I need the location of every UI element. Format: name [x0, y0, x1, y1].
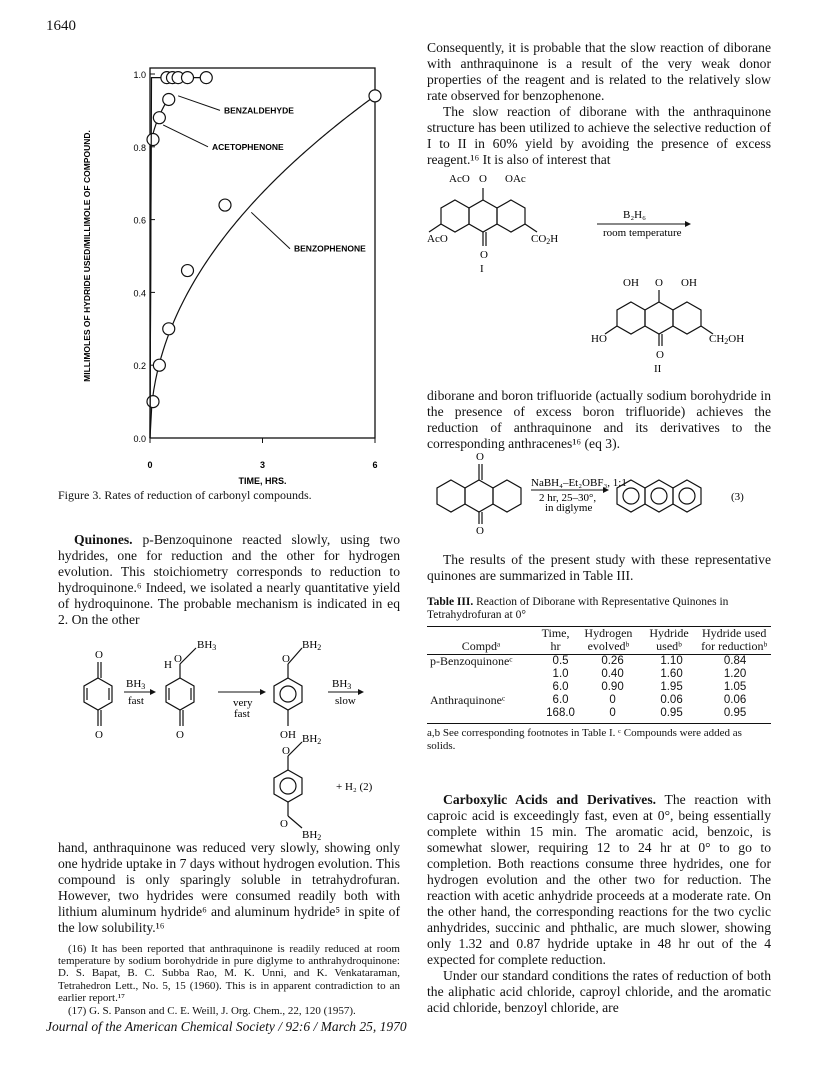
- anthraquinone-paragraph: [58, 840, 400, 936]
- compound-ii-label: II: [654, 363, 662, 375]
- cell-value: 0.26: [601, 655, 624, 667]
- svg-text:O: O: [280, 818, 288, 830]
- para-consequently: Consequently, it is probable that the slow reaction of diborane with anthraquinone is a result of the very weak donor properties of the reagent and is related to the relatively slow rate observed for benzophenone.: [427, 40, 771, 103]
- table-row: [427, 655, 771, 668]
- cell-value: 168.0: [546, 707, 575, 719]
- para-slow-reaction: The slow reaction of diborane with the anthraquinone structure has been utilized to achieve the selective reduction of I to II in 60% yield by avoiding the presence of excess reagent.¹⁶ It is also of interest that: [427, 104, 771, 167]
- cell-value: 0.95: [723, 707, 747, 719]
- footnote-17: (17) G. S. Panson and C. E. Weill, J. Org. Chem., 22, 120 (1957).: [68, 1005, 356, 1018]
- table-iii-title: [427, 596, 771, 622]
- svg-text:O: O: [480, 249, 488, 261]
- equation-2-scheme: [58, 630, 403, 840]
- leader-line: [178, 96, 220, 111]
- svg-text:O: O: [95, 649, 103, 661]
- svg-text:fast: fast: [234, 708, 250, 720]
- leader-line: [163, 125, 208, 147]
- y-tick-label: 0.2: [133, 361, 146, 372]
- svg-text:BH3: BH3: [197, 639, 217, 652]
- svg-text:O: O: [479, 173, 487, 185]
- y-tick-label: 1.0: [133, 70, 146, 80]
- cell-value: 1.10: [660, 655, 683, 667]
- cell-value: 1.20: [723, 668, 747, 680]
- svg-text:O: O: [174, 653, 182, 665]
- benzophenone-point: [153, 359, 165, 371]
- benzophenone-point: [219, 199, 231, 211]
- svg-text:HO: HO: [591, 333, 607, 345]
- bh3-label-1: BH3: [126, 678, 146, 691]
- x-tick-label: 0: [147, 460, 153, 470]
- eq3-reagent: NaBH₄–Et₂OBF₃, 1:1: [531, 477, 627, 489]
- svg-text:CO2H: CO2H: [531, 233, 559, 246]
- header-hydride-used: Hydride usedᵇ: [649, 626, 689, 653]
- series-label: BENZOPHENONE: [294, 243, 366, 254]
- series-label: BENZALDEHYDE: [224, 105, 294, 116]
- eq3-cond1: 2 hr, 25–30°,: [539, 492, 597, 504]
- table-title-text: Reaction of Diborane with Representative Quinones in Tetrahydrofuran at 0°: [427, 596, 729, 621]
- page-number: 1640: [46, 18, 76, 34]
- svg-text:BH2: BH2: [302, 829, 322, 840]
- cell-value: 0.95: [660, 707, 683, 719]
- carbox-text: The reaction with caproic acid is exceedingly fast, even at 0°, being essentially complete within 15 min. The aromatic acid, benzoic, is somewhat slower, requiring 12 to 24 hr at 0° to go to completion. Both reactions consume three hydrides, one for hydrogen evolution and the other two for reduction. The reaction with acetic anhydride proceeds at a moderate rate. On the other hand, the corresponding reactions for the two cyclic anhydrides, succinic and phthalic, are much slower, showing only 1.32 and 0.87 hydride uptake in 48 hr out of the 4 expected for complete reduction.: [427, 792, 772, 967]
- cell-compound: Anthraquinoneᶜ: [430, 693, 506, 707]
- series-label: ACETOPHENONE: [212, 141, 284, 152]
- cell-compound: [427, 668, 540, 681]
- y-tick-label: 0.0: [133, 434, 146, 444]
- svg-text:OH: OH: [681, 277, 697, 289]
- cell-value: 6.0: [552, 681, 569, 693]
- rate-chart: [70, 40, 400, 490]
- benzaldehyde-point: [200, 72, 212, 84]
- svg-text:O: O: [95, 729, 103, 741]
- right-col-results: [427, 552, 771, 584]
- para-standard-conditions: Under our standard conditions the rates of reduction of both the aliphatic acid chloride, caproyl chloride, and the aromatic acid chloride, benzoyl chloride, are: [427, 968, 771, 1015]
- svg-text:AcO: AcO: [427, 233, 448, 245]
- right-col-bottom: [427, 792, 771, 1016]
- cell-value: 0.06: [723, 694, 747, 706]
- table-iii: [427, 626, 771, 753]
- cell-value: 1.95: [660, 681, 683, 693]
- table-iii-body: [427, 627, 771, 653]
- figure-3: [70, 40, 400, 490]
- cell-value: 1.0: [552, 668, 569, 680]
- svg-text:BH2: BH2: [302, 639, 322, 652]
- table-row: [427, 694, 771, 707]
- cell-compound: [427, 707, 540, 720]
- x-tick-label: 3: [259, 460, 266, 470]
- cell-value: 0.84: [723, 655, 747, 667]
- quinones-paragraph: [58, 532, 400, 628]
- journal-footer: Journal of the American Chemical Society / 92:6 / March 25, 1970: [46, 1019, 407, 1034]
- svg-text:BH2: BH2: [302, 733, 322, 746]
- benzoquinone-structure: [84, 662, 112, 726]
- table-title-label: Table III.: [427, 596, 474, 608]
- y-axis-label: MILLIMOLES OF HYDRIDE USED/MILLIMOLE OF COMPOUND.: [82, 130, 92, 382]
- svg-text:O: O: [176, 729, 184, 741]
- x-axis-label: TIME, HRS.: [238, 476, 287, 486]
- cell-value: 0: [609, 707, 616, 719]
- right-col-top: [427, 40, 771, 168]
- svg-text:O: O: [282, 745, 290, 757]
- compound-i-label: I: [480, 263, 484, 275]
- cell-value: 0.90: [601, 681, 624, 693]
- table-row: [427, 707, 771, 720]
- para-results: The results of the present study with these representative quinones are summarized in Table III.: [427, 552, 771, 583]
- table-footnote: a,b See corresponding footnotes in Table I. ᶜ Compounds were added as solids.: [427, 727, 742, 752]
- svg-text:O: O: [655, 277, 663, 289]
- cell-compound: p-Benzoquinoneᶜ: [430, 654, 513, 668]
- cell-value: 0.40: [601, 668, 624, 680]
- plus-h2-label: + H₂ (2): [336, 781, 373, 793]
- cell-value: 0.06: [660, 694, 683, 706]
- para2-text: hand, anthraquinone was reduced very slowly, showing only one hydride uptake in 7 days without hydrogen evolution. This compound is only sparingly soluble in tetrahydrofuran. However, two hydrides were consumed readily both with lithium aluminum hydride⁶ and aluminum hydride⁵ in spite of the low solubility.¹⁶: [58, 840, 400, 935]
- condition-room-temp: room temperature: [603, 227, 682, 239]
- acetophenone-point: [153, 112, 165, 124]
- benzaldehyde-curve: [150, 78, 206, 438]
- benzophenone-point: [369, 90, 381, 102]
- reagent-b2h6: B₂H₆: [623, 209, 646, 221]
- cell-value: 0: [609, 694, 616, 706]
- svg-text:OAc: OAc: [505, 173, 526, 185]
- table-data: [427, 655, 771, 720]
- eq3-cond2: in diglyme: [545, 502, 593, 514]
- svg-text:O: O: [476, 451, 484, 463]
- acetophenone-point: [163, 93, 175, 105]
- fast-label: fast: [128, 695, 144, 707]
- section-heading-quinones: Quinones.: [74, 532, 133, 547]
- benzophenone-point: [163, 323, 175, 335]
- table-row: [427, 668, 771, 681]
- footnotes: [58, 943, 400, 1017]
- benzophenone-point: [182, 265, 194, 277]
- scheme-i-to-ii: [427, 170, 771, 380]
- acetophenone-point: [147, 134, 159, 146]
- cell-value: 1.60: [660, 668, 683, 680]
- svg-text:OH: OH: [280, 729, 296, 741]
- footnote-16: (16) It has been reported that anthraquinone is readily reduced at room temperature by sodium borohydride in pure diglyme to anthrahydroquinone: D. S. Bapat, B. C. Subba Rao, M. K. Unni, and K. Venkataraman, Tetrahedron Lett., No. 5, 15 (1960). This is in apparent contradiction to an earlier report.¹⁷: [58, 943, 400, 1004]
- y-tick-label: 0.6: [133, 215, 146, 226]
- svg-text:very: very: [233, 697, 253, 709]
- header-compd: Compdᵃ: [461, 639, 501, 653]
- svg-text:CH2OH: CH2OH: [709, 333, 745, 346]
- x-tick-label: 6: [372, 460, 378, 470]
- svg-text:O: O: [282, 653, 290, 665]
- header-time: Time, hr: [541, 626, 570, 653]
- section-heading-carboxylic: Carboxylic Acids and Derivatives.: [443, 792, 657, 807]
- bh3-label-2: BH3: [332, 678, 352, 691]
- header-h2: Hydrogen evolvedᵇ: [584, 626, 633, 653]
- quinones-text: p-Benzoquinone reacted slowly, using two hydrides, one for reduction and the other for hydrogen evolution. This stoichiometry corresponds to reduction to hydroquinone.⁶ Indeed, we isolated a nearly quantitative yield of hydroquinone. The probable mechanism is indicated in eq 2. On the other: [58, 532, 400, 627]
- svg-text:AcO: AcO: [449, 173, 470, 185]
- right-col-mid: [427, 388, 771, 452]
- svg-text:O: O: [656, 349, 664, 361]
- benzophenone-point: [147, 396, 159, 408]
- slow-label: slow: [335, 695, 356, 707]
- svg-text:H: H: [164, 659, 172, 671]
- leader-line: [251, 212, 290, 248]
- cell-value: 1.05: [723, 681, 747, 693]
- y-tick-label: 0.4: [133, 288, 146, 299]
- equation-3: [427, 450, 771, 535]
- eq3-number: (3): [731, 491, 744, 503]
- svg-text:O: O: [476, 525, 484, 535]
- para-diborane-bf3: diborane and boron trifluoride (actually sodium borohydride in the presence of excess boron trifluoride) achieves the reduction of anthraquinone and its derivatives to the corresponding anthracenes¹⁶ (eq 3).: [427, 388, 771, 451]
- y-tick-label: 0.8: [133, 142, 146, 153]
- table-header-row: [427, 627, 771, 653]
- figure-caption: Figure 3. Rates of reduction of carbonyl compounds.: [58, 488, 312, 502]
- benzaldehyde-point: [182, 72, 194, 84]
- cell-value: 0.5: [552, 655, 569, 667]
- header-hydride-reduction: Hydride used for reductionᵇ: [701, 626, 768, 653]
- cell-value: 6.0: [552, 694, 569, 706]
- svg-text:OH: OH: [623, 277, 639, 289]
